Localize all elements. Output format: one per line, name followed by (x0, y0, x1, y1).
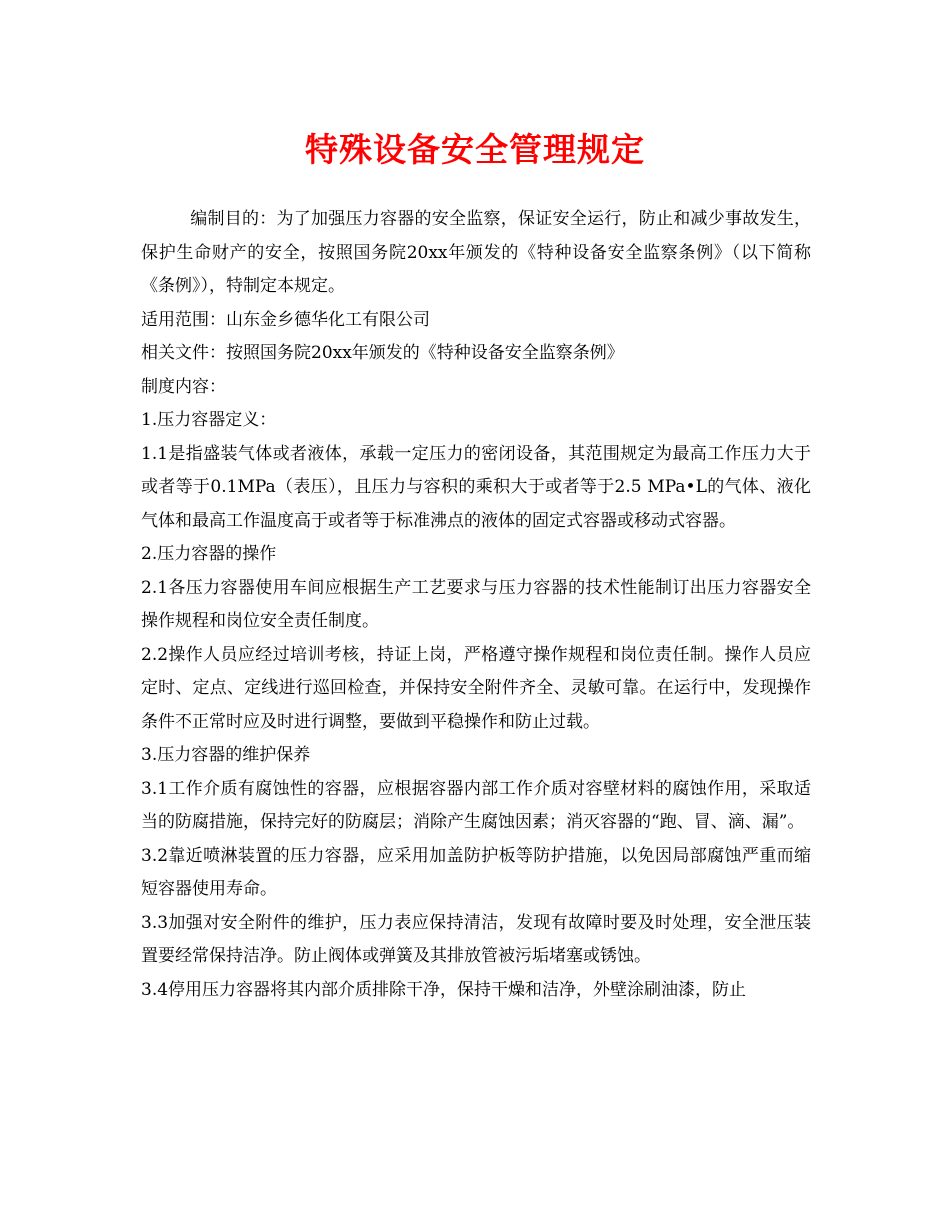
paragraph-3-2: 3.2靠近喷淋装置的压力容器，应采用加盖防护板等防护措施，以免因局部腐蚀严重而缩短容器使用寿命。 (141, 845, 811, 899)
paragraph-3-4: 3.4停用压力容器将其内部介质排除干净，保持干燥和洁净，外壁涂刷油漆，防止 (141, 979, 747, 1000)
paragraph-2-1: 2.1各压力容器使用车间应根据生产工艺要求与压力容器的技术性能制订出压力容器安全操作规程和岗位安全责任制度。 (141, 577, 811, 631)
section-heading-1: 1.压力容器定义： (141, 410, 277, 430)
section-heading-3: 3.压力容器的维护保养 (141, 745, 311, 765)
paragraph-3-1: 3.1工作介质有腐蚀性的容器，应根据容器内部工作介质对容壁材料的腐蚀作用，采取适当的防腐措施，保持完好的防腐层；消除产生腐蚀因素；消灭容器的“跑、冒、滴、漏”。 (141, 778, 811, 832)
paragraph-3-3: 3.3加强对安全附件的维护，压力表应保持清洁，发现有故障时要及时处理，安全泄压装置要经常保持洁净。防止阀体或弹簧及其排放管被污垢堵塞或锈蚀。 (141, 912, 811, 966)
document-body (141, 203, 811, 1007)
paragraph-2-2: 2.2操作人员应经过培训考核，持证上岗，严格遵守操作规程和岗位责任制。操作人员应定时、定点、定线进行巡回检查，并保持安全附件齐全、灵敏可靠。在运行中，发现操作条件不正常时应及时进行调整，要做到平稳操作和防止过载。 (141, 644, 811, 732)
paragraph-1-1: 1.1是指盛装气体或者液体，承载一定压力的密闭设备，其范围规定为最高工作压力大于或者等于0.1MPa（表压），且压力与容积的乘积大于或者等于2.5 MPa•L的气体、液化气体和最高工作温度高于或者等于标准沸点的液体的固定式容器或移动式容器。 (141, 443, 811, 531)
paragraph-related-docs: 相关文件：按照国务院20xx年颁发的《特种设备安全监察条例》 (141, 343, 624, 363)
document-title: 特殊设备安全管理规定 (305, 130, 645, 169)
paragraph-scope: 适用范围：山东金乡德华化工有限公司 (141, 309, 430, 330)
paragraph-purpose: 编制目的：为了加强压力容器的安全监察，保证安全运行，防止和减少事故发生，保护生命财产的安全，按照国务院20xx年颁发的《特种设备安全监察条例》（以下简称《条例》），特制定本规定。 (141, 209, 811, 296)
paragraph-content-heading: 制度内容： (141, 376, 226, 397)
section-heading-2: 2.压力容器的操作 (141, 544, 277, 564)
